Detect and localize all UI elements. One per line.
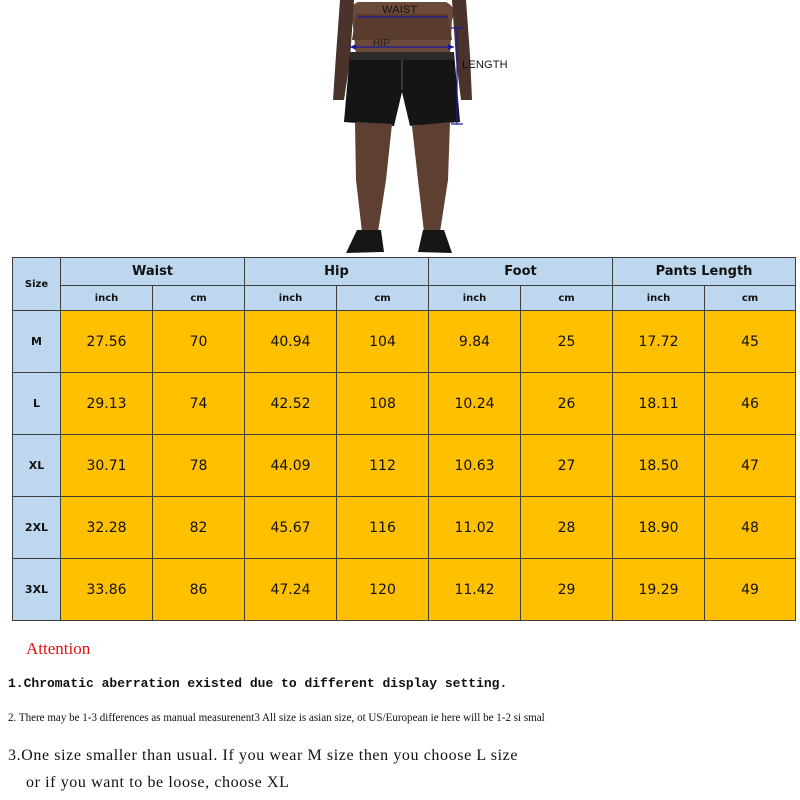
table-row	[13, 559, 796, 621]
value-cell: 112	[337, 435, 429, 497]
size-chart-table	[12, 257, 796, 621]
value-cell: 11.02	[429, 497, 521, 559]
model-figure	[0, 0, 800, 255]
value-cell: 47	[705, 435, 796, 497]
size-cell: 2XL	[13, 497, 61, 559]
value-cell: 29	[521, 559, 613, 621]
value-cell: 116	[337, 497, 429, 559]
value-cell: 30.71	[61, 435, 153, 497]
value-cell: 104	[337, 311, 429, 373]
value-cell: 25	[521, 311, 613, 373]
model-photo	[0, 0, 800, 255]
value-cell: 33.86	[61, 559, 153, 621]
table-row	[13, 435, 796, 497]
value-cell: 86	[153, 559, 245, 621]
value-cell: 78	[153, 435, 245, 497]
unit-header: cm	[153, 286, 245, 311]
value-cell: 11.42	[429, 559, 521, 621]
value-cell: 108	[337, 373, 429, 435]
value-cell: 19.29	[613, 559, 705, 621]
table-row	[13, 311, 796, 373]
size-cell: L	[13, 373, 61, 435]
length-label: LENGTH	[462, 59, 508, 71]
value-cell: 40.94	[245, 311, 337, 373]
waist-label: WAIST	[382, 4, 418, 16]
value-cell: 44.09	[245, 435, 337, 497]
foot-header: Foot	[429, 258, 613, 286]
value-cell: 26	[521, 373, 613, 435]
unit-header: cm	[705, 286, 796, 311]
value-cell: 17.72	[613, 311, 705, 373]
note-line-4: or if you want to be loose, choose XL	[26, 774, 290, 791]
value-cell: 42.52	[245, 373, 337, 435]
unit-header: inch	[613, 286, 705, 311]
value-cell: 82	[153, 497, 245, 559]
attention-heading: Attention	[26, 639, 91, 658]
value-cell: 70	[153, 311, 245, 373]
unit-header: inch	[245, 286, 337, 311]
value-cell: 10.24	[429, 373, 521, 435]
table-row	[13, 373, 796, 435]
size-column-header: Size	[13, 258, 61, 311]
unit-header: inch	[429, 286, 521, 311]
value-cell: 18.50	[613, 435, 705, 497]
value-cell: 45	[705, 311, 796, 373]
table-row	[13, 497, 796, 559]
value-cell: 32.28	[61, 497, 153, 559]
note-line-1: 1.Chromatic aberration existed due to different display setting.	[8, 676, 508, 691]
size-cell: 3XL	[13, 559, 61, 621]
note-line-2: 2. There may be 1-3 differences as manual measurenent3 All size is asian size, ot US/European ie here will be 1-2 si smal	[8, 710, 545, 724]
hip-header: Hip	[245, 258, 429, 286]
value-cell: 48	[705, 497, 796, 559]
unit-header: inch	[61, 286, 153, 311]
note-line-3: 3.One size smaller than usual. If you wear M size then you choose L size	[8, 747, 519, 764]
pants-length-header: Pants Length	[613, 258, 796, 286]
value-cell: 120	[337, 559, 429, 621]
size-cell: M	[13, 311, 61, 373]
value-cell: 18.90	[613, 497, 705, 559]
value-cell: 9.84	[429, 311, 521, 373]
value-cell: 29.13	[61, 373, 153, 435]
size-cell: XL	[13, 435, 61, 497]
value-cell: 49	[705, 559, 796, 621]
value-cell: 28	[521, 497, 613, 559]
value-cell: 47.24	[245, 559, 337, 621]
value-cell: 45.67	[245, 497, 337, 559]
hip-label: HIP	[373, 38, 391, 49]
value-cell: 27.56	[61, 311, 153, 373]
waist-header: Waist	[61, 258, 245, 286]
value-cell: 10.63	[429, 435, 521, 497]
value-cell: 18.11	[613, 373, 705, 435]
value-cell: 46	[705, 373, 796, 435]
value-cell: 27	[521, 435, 613, 497]
value-cell: 74	[153, 373, 245, 435]
unit-header: cm	[337, 286, 429, 311]
unit-header: cm	[521, 286, 613, 311]
